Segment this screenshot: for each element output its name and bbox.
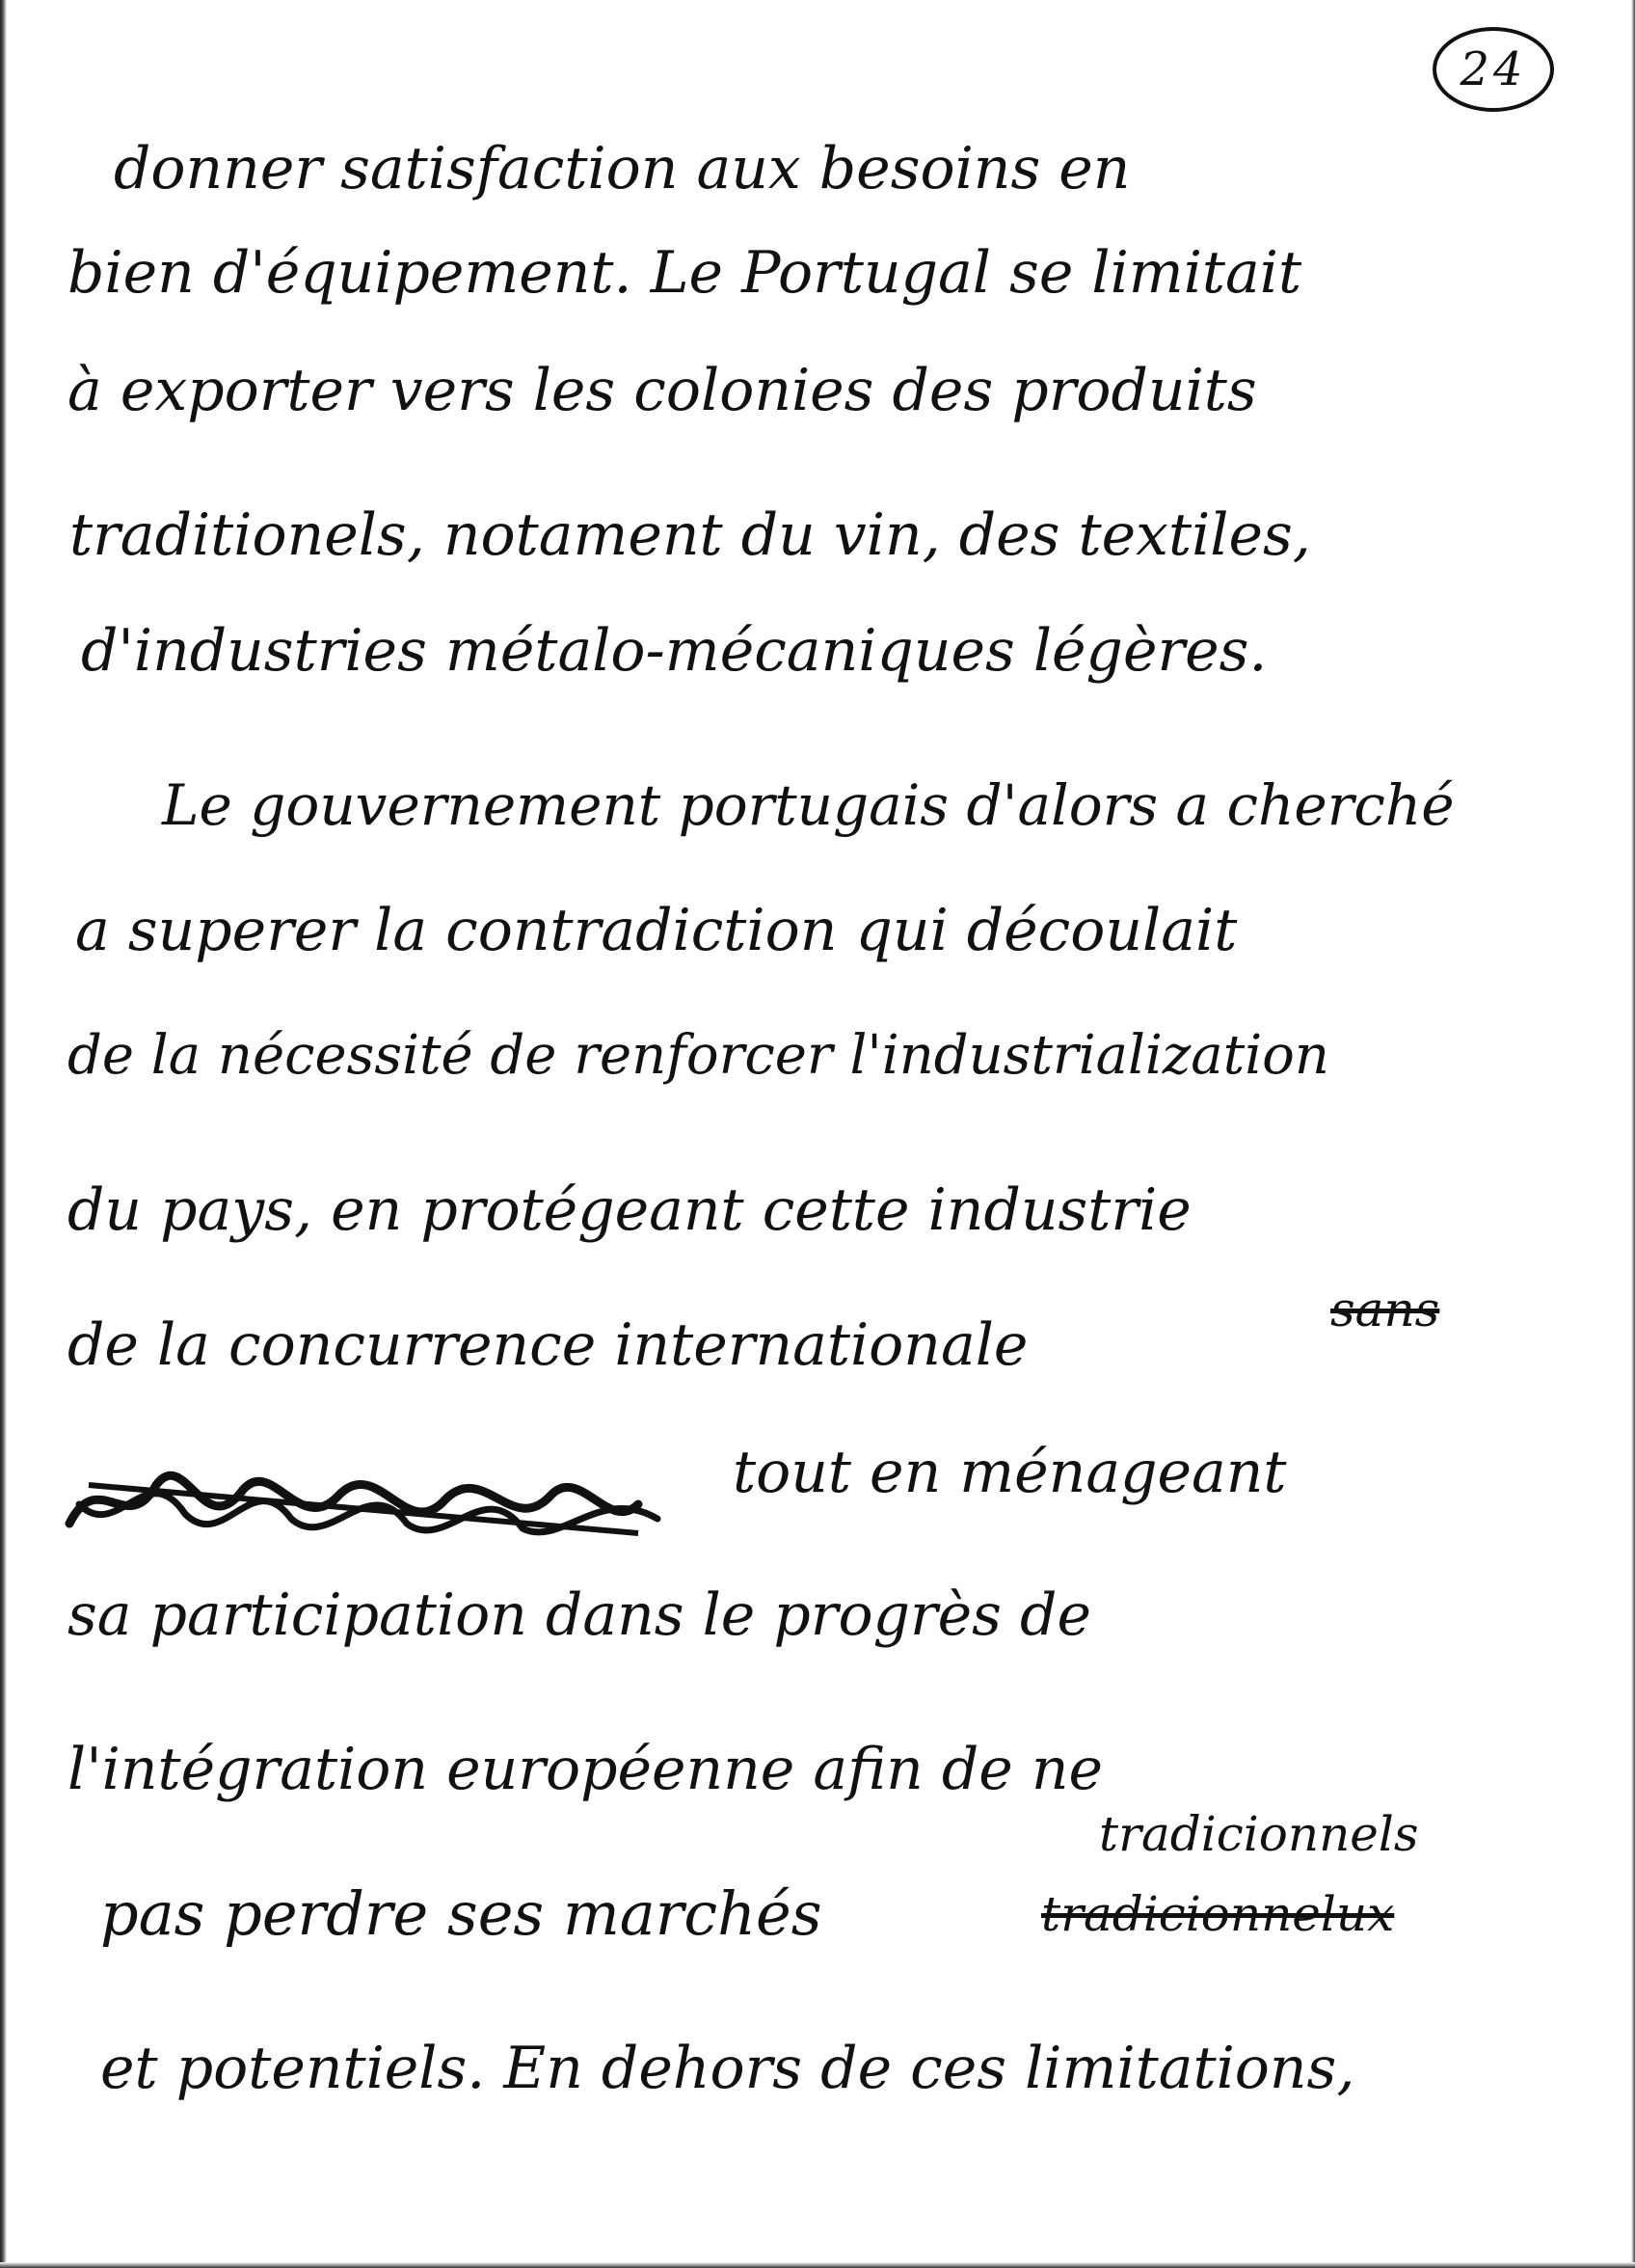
circled-page-number [1433, 27, 1554, 112]
handwritten-line-3: à exporter vers les colonies des produits [67, 357, 1257, 424]
handwritten-line-11: tout en ménageant [733, 1439, 1287, 1506]
handwritten-line-2: bien d'équipement. Le Portugal se limitait [67, 239, 1302, 307]
handwritten-line-4: traditionels, notament du vin, des textiles, [69, 501, 1311, 569]
handwritten-line-12: sa participation dans le progrès de [67, 1581, 1091, 1649]
handwritten-line-7: a superer la contradiction qui découlait [75, 897, 1238, 964]
struck-word-tradicionnelux: tradicionnelux [1041, 1886, 1395, 1942]
handwritten-line-5: d'industries métalo-mécaniques légères. [81, 617, 1268, 685]
inserted-word-above: tradicionnels [1099, 1806, 1419, 1862]
scan-edge-bottom [0, 2262, 1635, 2268]
handwritten-line-9: du pays, en protégeant cette industrie [67, 1176, 1192, 1244]
handwritten-line-8: de la nécessité de renforcer l'industrialization [67, 1024, 1329, 1087]
scribbled-out-phrase [60, 1446, 677, 1552]
handwritten-line-10: de la concurrence internationale [67, 1311, 1029, 1379]
scan-edge-left [0, 0, 7, 2268]
handwritten-line-15: et potentiels. En dehors de ces limitations, [100, 2035, 1355, 2102]
page-number-text: 24 [1460, 42, 1527, 96]
handwritten-line-1: donner satisfaction aux besoins en [114, 135, 1131, 202]
scan-edge-right [1631, 0, 1635, 2268]
handwritten-line-13: l'intégration européenne afin de ne [67, 1736, 1104, 1803]
handwritten-line-6: Le gouvernement portugais d'alors a cherché [162, 772, 1455, 838]
handwritten-line-14: pas perdre ses marchés [100, 1878, 822, 1949]
struck-word-sans: sans [1330, 1282, 1440, 1337]
